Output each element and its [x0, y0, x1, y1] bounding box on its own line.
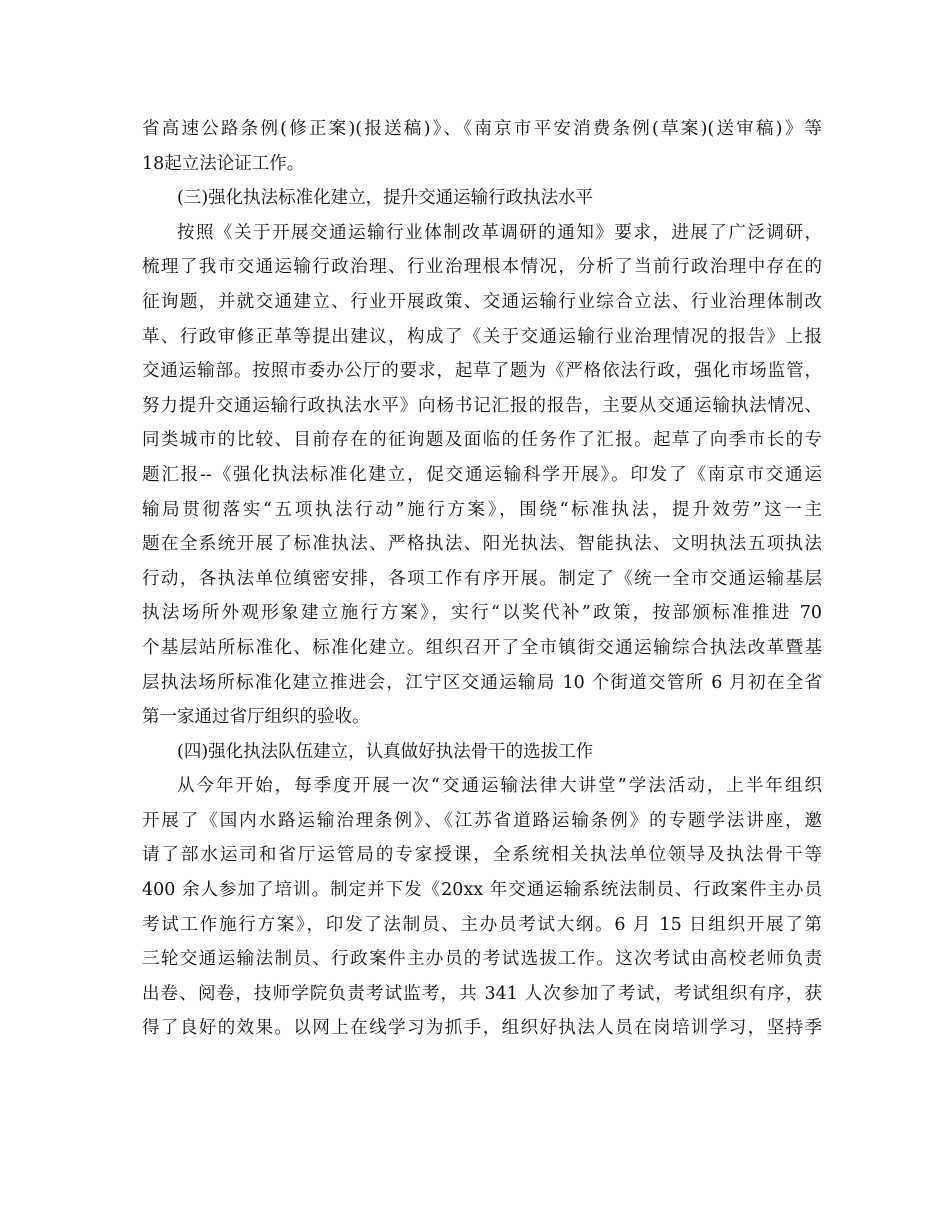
text-line: 第一家通过省厅组织的验收。	[142, 707, 370, 728]
text-line: 按照《关于开展交通运输行业体制改革调研的通知》要求，进展了广泛调研，	[177, 222, 822, 243]
text-line: 从今年开始，每季度开展一次“交通运输法律大讲堂”学法活动，上半年组织	[177, 776, 822, 797]
text-line: 省高速公路条例(修正案)(报送稿)》、《南京市平安消费条例(草案)(送审稿)》等	[142, 119, 822, 139]
text-line: 考试工作施行方案》，印发了法制员、主办员考试大纲。6 月 15 日组织开展了第	[142, 914, 822, 935]
document-body	[142, 112, 822, 1046]
text-line: 输局贯彻落实“五项执法行动”施行方案》，围绕“标准执法，提升效劳”这一主	[142, 499, 822, 520]
text-line: 执法场所外观形象建立施行方案》，实行“以奖代补”政策，按部颁标准推进 70	[142, 603, 822, 624]
text-line: 题汇报--《强化执法标准化建立，促交通运输科学开展》。印发了《南京市交通运	[142, 464, 822, 485]
text-line: (三)强化执法标准化建立，提升交通运输行政执法水平	[177, 188, 594, 209]
text-line: 得了良好的效果。以网上在线学习为抓手，组织好执法人员在岗培训学习，坚持季	[142, 1018, 822, 1039]
text-line: 出卷、阅卷，技师学院负责考试监考，共 341 人次参加了考试，考试组织有序，获	[142, 983, 822, 1004]
text-line: 革、行政审修正革等提出建议，构成了《关于交通运输行业治理情况的报告》上报	[142, 326, 822, 347]
text-line: 征询题，并就交通建立、行业开展政策、交通运输行业综合立法、行业治理体制改	[142, 291, 822, 312]
text-line: 层执法场所标准化建立推进会，江宁区交通运输局 10 个街道交管所 6 月初在全省	[142, 672, 822, 693]
text-line: 交通运输部。按照市委办公厅的要求，起草了题为《严格依法行政，强化市场监管，	[142, 361, 822, 382]
text-line: 请了部水运司和省厅运管局的专家授课，全系统相关执法单位领导及执法骨干等	[142, 845, 822, 866]
text-line: 行动，各执法单位缜密安排，各项工作有序开展。制定了《统一全市交通运输基层	[142, 568, 822, 589]
text-line: 题在全系统开展了标准执法、严格执法、阳光执法、智能执法、文明执法五项执法	[142, 534, 822, 555]
text-line: 400 余人参加了培训。制定并下发《20xx 年交通运输系统法制员、行政案件主办员	[142, 880, 822, 901]
text-line: 个基层站所标准化、标准化建立。组织召开了全市镇街交通运输综合执法改革暨基	[142, 637, 822, 658]
text-line: (四)强化执法队伍建立，认真做好执法骨干的选拔工作	[177, 741, 594, 762]
text-line: 三轮交通运输法制员、行政案件主办员的考试选拔工作。这次考试由高校老师负责	[142, 949, 822, 970]
text-line: 同类城市的比较、目前存在的征询题及面临的任务作了汇报。起草了向季市长的专	[142, 430, 822, 451]
text-line: 努力提升交通运输行政执法水平》向杨书记汇报的报告，主要从交通运输执法情况、	[142, 395, 822, 416]
text-line: 18起立法论证工作。	[142, 153, 305, 174]
text-line: 开展了《国内水路运输治理条例》、《江苏省道路运输条例》的专题学法讲座，邀	[142, 810, 822, 831]
text-line: 梳理了我市交通运输行政治理、行业治理根本情况，分析了当前行政治理中存在的	[142, 257, 822, 278]
